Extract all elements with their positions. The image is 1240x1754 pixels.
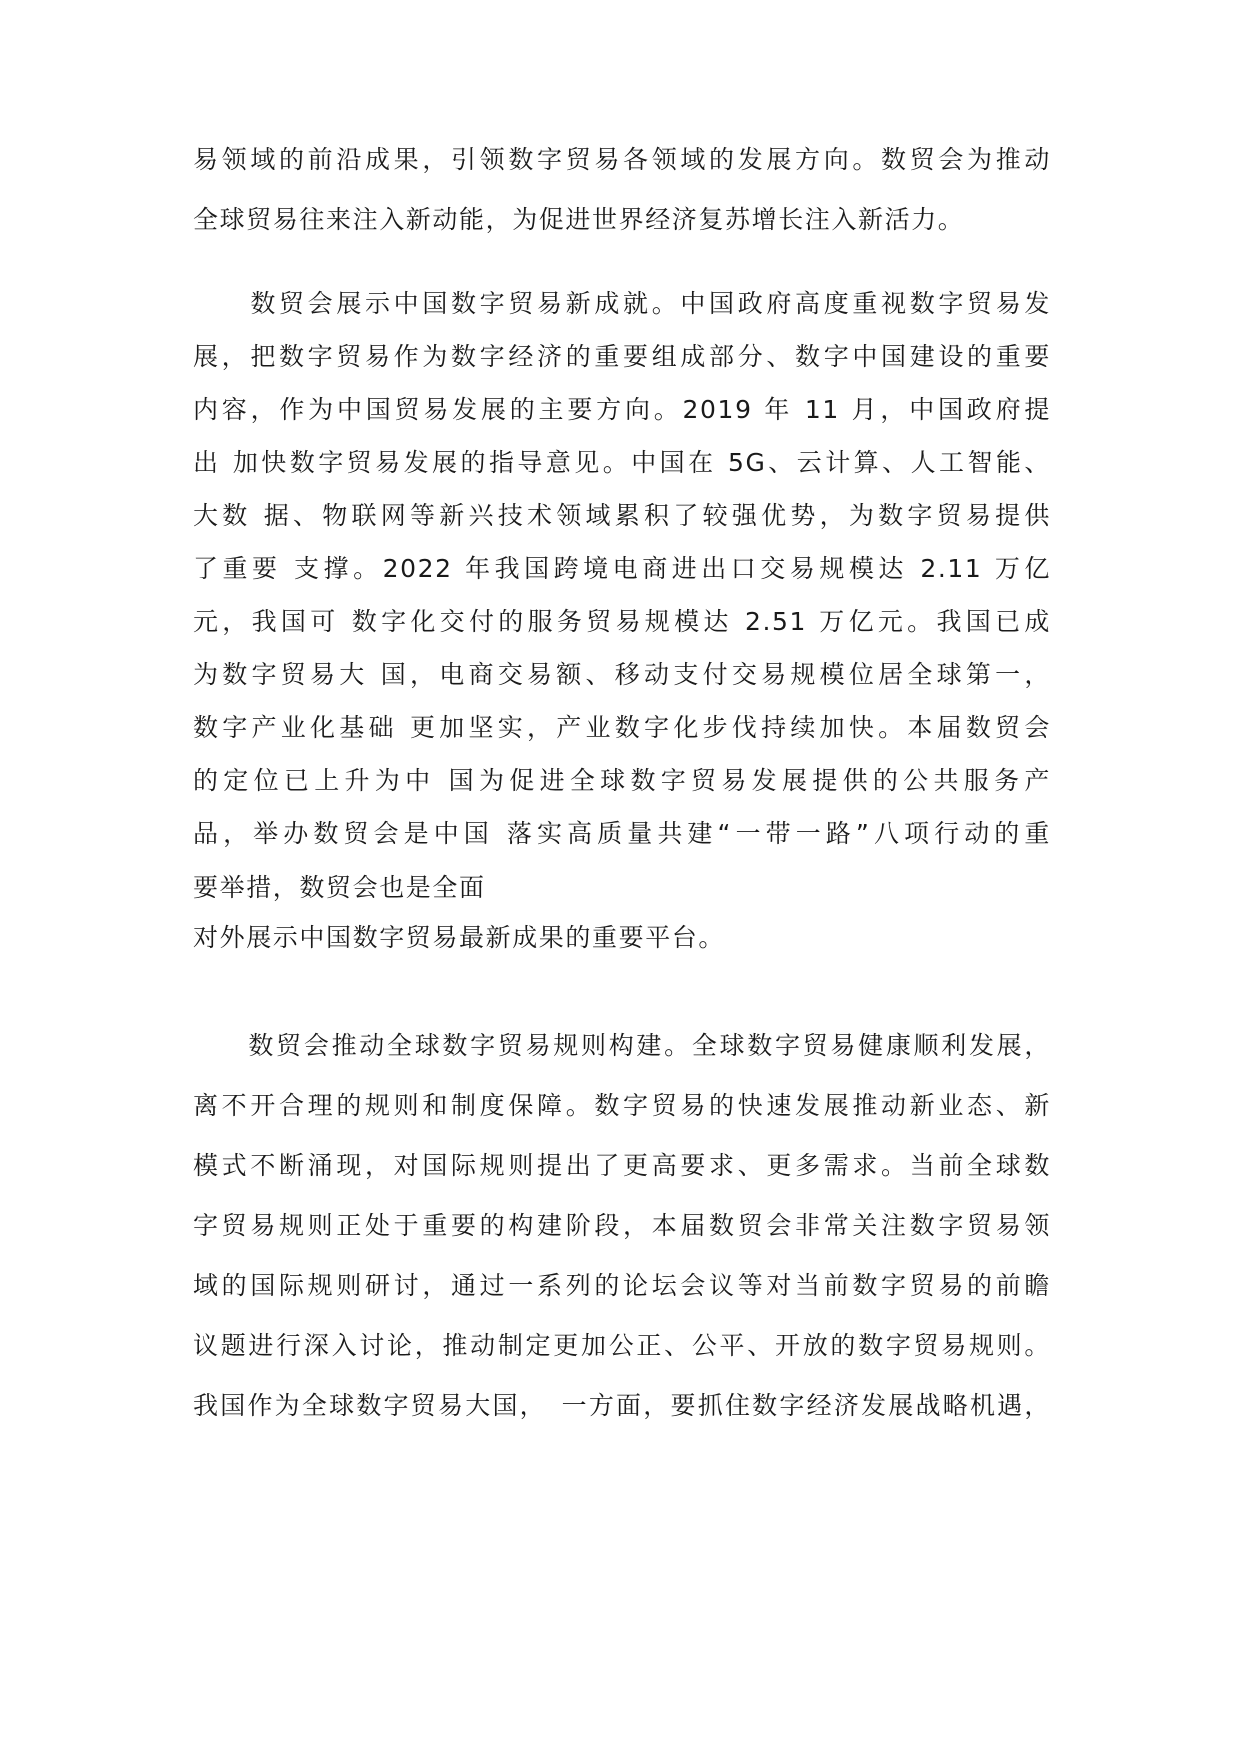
text-line: 模式不断涌现，对国际规则提出了更高要求、更多需求。当前全球数	[193, 1151, 1051, 1180]
text-line: 数贸会推动全球数字贸易规则构建。全球数字贸易健康顺利发展，	[193, 1031, 1051, 1060]
text-line: 字贸易规则正处于重要的构建阶段，本届数贸会非常关注数字贸易领	[193, 1211, 1051, 1240]
text-line: 易领域的前沿成果，引领数字贸易各领域的发展方向。数贸会为推动	[193, 145, 1051, 174]
text-line: 数字产业化基础 更加坚实，产业数字化步伐持续加快。本届数贸会	[193, 713, 1051, 742]
text-line: 内容，作为中国贸易发展的主要方向。2019 年 11 月，中国政府提	[193, 395, 1051, 424]
text-line: 域的国际规则研讨，通过一系列的论坛会议等对当前数字贸易的前瞻	[193, 1271, 1051, 1300]
text-line: 了重要 支撑。2022 年我国跨境电商进出口交易规模达 2.11 万亿	[193, 554, 1051, 583]
text-line: 对外展示中国数字贸易最新成果的重要平台。	[193, 923, 726, 952]
text-line: 元，我国可 数字化交付的服务贸易规模达 2.51 万亿元。我国已成	[193, 607, 1051, 636]
text-line: 的定位已上升为中 国为促进全球数字贸易发展提供的公共服务产	[193, 766, 1051, 795]
text-line: 全球贸易往来注入新动能，为促进世界经济复苏增长注入新活力。	[193, 205, 965, 234]
text-line: 品，举办数贸会是中国 落实高质量共建“一带一路”八项行动的重	[193, 819, 1051, 848]
text-line: 要举措，数贸会也是全面	[193, 873, 486, 902]
text-line: 数贸会展示中国数字贸易新成就。中国政府高度重视数字贸易发	[193, 289, 1051, 318]
text-line: 展，把数字贸易作为数字经济的重要组成部分、数字中国建设的重要	[193, 342, 1051, 371]
text-line: 为数字贸易大 国，电商交易额、移动支付交易规模位居全球第一，	[193, 660, 1051, 689]
text-line: 出 加快数字贸易发展的指导意见。中国在 5G、云计算、人工智能、	[193, 448, 1051, 477]
text-line: 离不开合理的规则和制度保障。数字贸易的快速发展推动新业态、新	[193, 1091, 1051, 1120]
text-line: 大数 据、物联网等新兴技术领域累积了较强优势，为数字贸易提供	[193, 501, 1051, 530]
text-line: 我国作为全球数字贸易大国， 一方面，要抓住数字经济发展战略机遇，	[193, 1391, 1051, 1420]
text-line: 议题进行深入讨论，推动制定更加公正、公平、开放的数字贸易规则。	[193, 1331, 1051, 1360]
